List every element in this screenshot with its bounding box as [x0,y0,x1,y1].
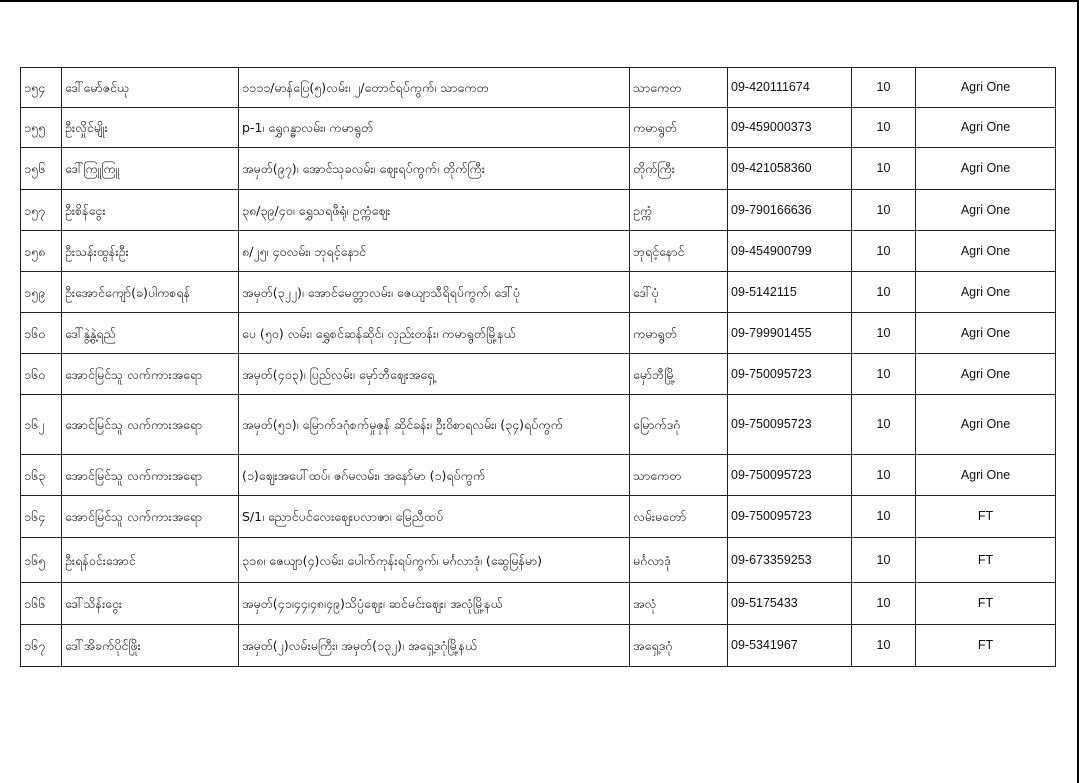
address-cell: အမှတ်(၂)လမ်းမကြီး၊ အမှတ်(၁၃၂)၊ အရှေ့ဒဂုံမြို့နယ် [239,625,630,667]
address-cell: p-1၊ ရွှေဂန္ဓာလမ်း၊ ကမာရွတ် [239,108,630,148]
customer-name-cell: ဦးလှိုင်မျိုး [62,108,239,148]
brand-cell: Agri One [916,395,1056,455]
township-cell: သာကေတ [630,455,728,496]
brand-cell: Agri One [916,148,1056,190]
address-cell: S/1၊ ညောင်ပင်လေးဈေးပလာဇာ၊ မြေညီထပ် [239,496,630,538]
phone-number-cell: 09-454900799 [728,231,852,272]
table-row [21,313,1056,354]
brand-cell: Agri One [916,190,1056,231]
row-number-cell: ၁၆၀ [21,354,62,395]
quantity-cell: 10 [852,354,916,395]
quantity-cell: 10 [852,148,916,190]
table-row [21,625,1056,667]
table-row [21,538,1056,583]
quantity-cell: 10 [852,496,916,538]
table-row [21,496,1056,538]
township-cell: ကမာရွတ် [630,313,728,354]
table-body [21,68,1056,667]
quantity-cell: 10 [852,68,916,108]
customer-name-cell: ဒေါ်မော်ဇင်ယု [62,68,239,108]
brand-cell: Agri One [916,272,1056,313]
quantity-cell: 10 [852,231,916,272]
address-cell: ၃၁၈၊ ဇေယျာ(၄)လမ်း၊ ပေါက်ကုန်းရပ်ကွက်၊ မင်္ဂလာဒုံ၊ (ဆွေမြန်မာ) [239,538,630,583]
address-cell: အမှတ်(၄၁၊၄၄၊၄၈၊၄၉)သိပ္ပံဈေး၊ ဆင်မင်းဈေး၊ အလုံမြို့နယ် [239,583,630,625]
address-cell: အမှတ်(၄၀၃)၊ ပြည်လမ်း၊ မှော်ဘီဈေးအရှေ့ [239,354,630,395]
township-cell: အလုံ [630,583,728,625]
township-cell: ကမာရွတ် [630,108,728,148]
phone-number-cell: 09-799901455 [728,313,852,354]
phone-number-cell: 09-421058360 [728,148,852,190]
brand-cell: Agri One [916,231,1056,272]
phone-number-cell: 09-790166636 [728,190,852,231]
customer-name-cell: ဒေါ်အိခက်ပိုင်ဖြိုး [62,625,239,667]
table-row [21,108,1056,148]
address-cell: အမှတ်(၅၁)၊ မြောက်ဒဂုံစက်မှုဇုန် ဆိုင်ခန်း၊ ဦးဝိစာရလမ်း၊ (၃၄)ရပ်ကွက် [239,395,630,455]
table-row [21,148,1056,190]
customer-name-cell: ဒေါ်သိန်းငွေး [62,583,239,625]
township-cell: ဥက္ကံ [630,190,728,231]
address-cell: (၁)ဈေးအပေါ်ထပ်၊ ဇဂ်မလမ်း၊ အနော်မာ (၁)ရပ်ကွက် [239,455,630,496]
address-cell: ၈/၂၅၊ ၄ဝလမ်း၊ ဘုရင့်နောင် [239,231,630,272]
customer-name-cell: ဒေါ်နွဲ့နွဲ့ရည် [62,313,239,354]
row-number-cell: ၁၆၃ [21,455,62,496]
phone-number-cell: 09-750095723 [728,496,852,538]
brand-cell: Agri One [916,68,1056,108]
township-cell: ဒေါ်ပုံ [630,272,728,313]
row-number-cell: ၁၆၅ [21,538,62,583]
customer-name-cell: ဦးစိန်ငွေး [62,190,239,231]
table-row [21,190,1056,231]
quantity-cell: 10 [852,272,916,313]
brand-cell: Agri One [916,354,1056,395]
phone-number-cell: 09-420111674 [728,68,852,108]
customer-name-cell: ဦးအောင်ကျော်(ခ)ပါကစရန် [62,272,239,313]
brand-cell: FT [916,583,1056,625]
distributor-table [20,67,1056,667]
quantity-cell: 10 [852,455,916,496]
row-number-cell: ၁၅၅ [21,108,62,148]
customer-name-cell: အောင်မြင်သူ လက်ကားအရော [62,455,239,496]
table-row [21,231,1056,272]
township-cell: တိုက်ကြီး [630,148,728,190]
row-number-cell: ၁၆၆ [21,583,62,625]
quantity-cell: 10 [852,313,916,354]
quantity-cell: 10 [852,190,916,231]
table-row [21,583,1056,625]
customer-name-cell: အောင်မြင်သူ လက်ကားအရော [62,395,239,455]
page-top-border [0,0,1079,2]
customer-name-cell: အောင်မြင်သူ လက်ကားအရော [62,354,239,395]
customer-name-cell: အောင်မြင်သူ လက်ကားအရော [62,496,239,538]
row-number-cell: ၁၆၄ [21,496,62,538]
quantity-cell: 10 [852,583,916,625]
address-cell: အမှတ်(၃၂၂)၊ အောင်မေတ္တာလမ်း၊ ဇေယျာသီရိရပ်ကွက်၊ ဒေါ်ပုံ [239,272,630,313]
quantity-cell: 10 [852,395,916,455]
township-cell: မြောက်ဒဂုံ [630,395,728,455]
address-cell: ၁၁၁၁/မာန်ပြေ(၅)လမ်း၊ ၂/တောင်ရပ်ကွက်၊ သာကေတ [239,68,630,108]
quantity-cell: 10 [852,625,916,667]
row-number-cell: ၁၅၇ [21,190,62,231]
brand-cell: Agri One [916,313,1056,354]
quantity-cell: 10 [852,538,916,583]
address-cell: ၃၈/၃၉/၄၀၊ ရွှေသရဖီရုံ၊ ဥက္ကံဈေး [239,190,630,231]
table-row [21,272,1056,313]
township-cell: ဘုရင့်နောင် [630,231,728,272]
row-number-cell: ၁၅၉ [21,272,62,313]
brand-cell: FT [916,538,1056,583]
row-number-cell: ၁၅၈ [21,231,62,272]
address-cell: ပေ (၅၀) လမ်း၊ ရွှေစင်ဆန်ဆိုင်၊ လှည်းတန်း၊ ကမာရွတ်မြို့နယ် [239,313,630,354]
customer-name-cell: ဦးရန်ဝင်းအောင် [62,538,239,583]
brand-cell: Agri One [916,108,1056,148]
row-number-cell: ၁၅၄ [21,68,62,108]
customer-name-cell: ဒေါ်ကြူကြူ [62,148,239,190]
brand-cell: FT [916,496,1056,538]
brand-cell: FT [916,625,1056,667]
township-cell: သာကေတ [630,68,728,108]
quantity-cell: 10 [852,108,916,148]
township-cell: မှော်ဘီမြို့ [630,354,728,395]
table-row [21,354,1056,395]
customer-name-cell: ဦးသန်းထွန်းဦး [62,231,239,272]
phone-number-cell: 09-459000373 [728,108,852,148]
table-row [21,395,1056,455]
table-row [21,455,1056,496]
table-row [21,68,1056,108]
row-number-cell: ၁၆၂ [21,395,62,455]
phone-number-cell: 09-673359253 [728,538,852,583]
phone-number-cell: 09-750095723 [728,354,852,395]
phone-number-cell: 09-750095723 [728,395,852,455]
address-cell: အမှတ်(၉၇)၊ အောင်သုခလမ်း၊ ဈေးရပ်ကွက်၊ တိုက်ကြီး [239,148,630,190]
township-cell: လမ်းမတော် [630,496,728,538]
phone-number-cell: 09-5175433 [728,583,852,625]
phone-number-cell: 09-5341967 [728,625,852,667]
brand-cell: Agri One [916,455,1056,496]
phone-number-cell: 09-5142115 [728,272,852,313]
phone-number-cell: 09-750095723 [728,455,852,496]
row-number-cell: ၁၆၀ [21,313,62,354]
row-number-cell: ၁၆၇ [21,625,62,667]
township-cell: အရှေ့ဒဂုံ [630,625,728,667]
row-number-cell: ၁၅၆ [21,148,62,190]
township-cell: မင်္ဂလာဒုံ [630,538,728,583]
